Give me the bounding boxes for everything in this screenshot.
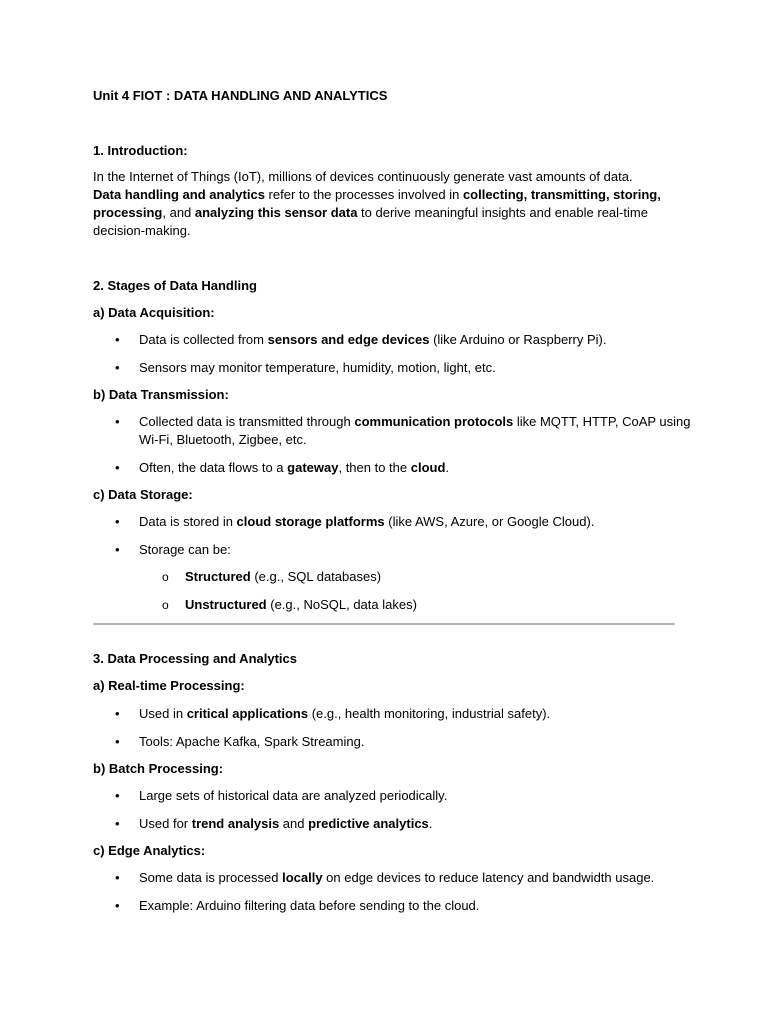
sub-list-item: Unstructured (e.g., NoSQL, data lakes) [185, 597, 417, 612]
section-heading-introduction: 1. Introduction: [93, 143, 188, 158]
intro-paragraph-line-1: In the Internet of Things (IoT), millions of devices continuously generate vast amounts of data. [93, 169, 633, 184]
section-heading-processing: 3. Data Processing and Analytics [93, 651, 297, 666]
list-item: Storage can be: [139, 542, 231, 557]
sub-list-item: Structured (e.g., SQL databases) [185, 569, 382, 584]
subheading-real-time-processing: a) Real-time Processing: [93, 678, 245, 693]
list-item: Large sets of historical data are analyzed periodically. [139, 788, 448, 803]
bullet-marker: • [115, 332, 120, 347]
list-item: Tools: Apache Kafka, Spark Streaming. [139, 734, 365, 749]
list-item: Used in critical applications (e.g., health monitoring, industrial safety). [139, 706, 551, 721]
list-item: Sensors may monitor temperature, humidity, motion, light, etc. [139, 360, 496, 375]
subheading-edge-analytics: c) Edge Analytics: [93, 843, 206, 858]
bullet-marker: • [115, 816, 120, 831]
bullet-marker: • [115, 542, 120, 557]
horizontal-divider [93, 623, 675, 625]
subheading-data-acquisition: a) Data Acquisition: [93, 305, 215, 320]
sub-bullet-marker: o [162, 598, 169, 612]
list-item: Data is collected from sensors and edge devices (like Arduino or Raspberry Pi). [139, 332, 607, 347]
intro-paragraph-line-2: Data handling and analytics refer to the processes involved in collecting, transmitting, storing, [93, 187, 661, 202]
bullet-marker: • [115, 360, 120, 375]
document-title: Unit 4 FIOT : DATA HANDLING AND ANALYTICS [93, 88, 388, 103]
sub-bullet-marker: o [162, 570, 169, 584]
list-item: Some data is processed locally on edge devices to reduce latency and bandwidth usage. [139, 870, 655, 885]
bullet-marker: • [115, 870, 120, 885]
subheading-data-transmission: b) Data Transmission: [93, 387, 229, 402]
list-item: Collected data is transmitted through communication protocols like MQTT, HTTP, CoAP using [139, 414, 691, 429]
subheading-batch-processing: b) Batch Processing: [93, 761, 224, 776]
bullet-marker: • [115, 514, 120, 529]
list-item-continuation: Wi-Fi, Bluetooth, Zigbee, etc. [139, 432, 307, 447]
bullet-marker: • [115, 898, 120, 913]
intro-paragraph-line-3: processing, and analyzing this sensor data to derive meaningful insights and enable real-time [93, 205, 648, 220]
list-item: Often, the data flows to a gateway, then to the cloud. [139, 460, 450, 475]
list-item: Data is stored in cloud storage platforms (like AWS, Azure, or Google Cloud). [139, 514, 595, 529]
bullet-marker: • [115, 460, 120, 475]
subheading-data-storage: c) Data Storage: [93, 487, 193, 502]
bullet-marker: • [115, 706, 120, 721]
bullet-marker: • [115, 734, 120, 749]
intro-paragraph-line-4: decision-making. [93, 223, 191, 238]
section-heading-stages: 2. Stages of Data Handling [93, 278, 257, 293]
bullet-marker: • [115, 414, 120, 429]
bullet-marker: • [115, 788, 120, 803]
list-item: Used for trend analysis and predictive analytics. [139, 816, 433, 831]
list-item: Example: Arduino filtering data before sending to the cloud. [139, 898, 480, 913]
